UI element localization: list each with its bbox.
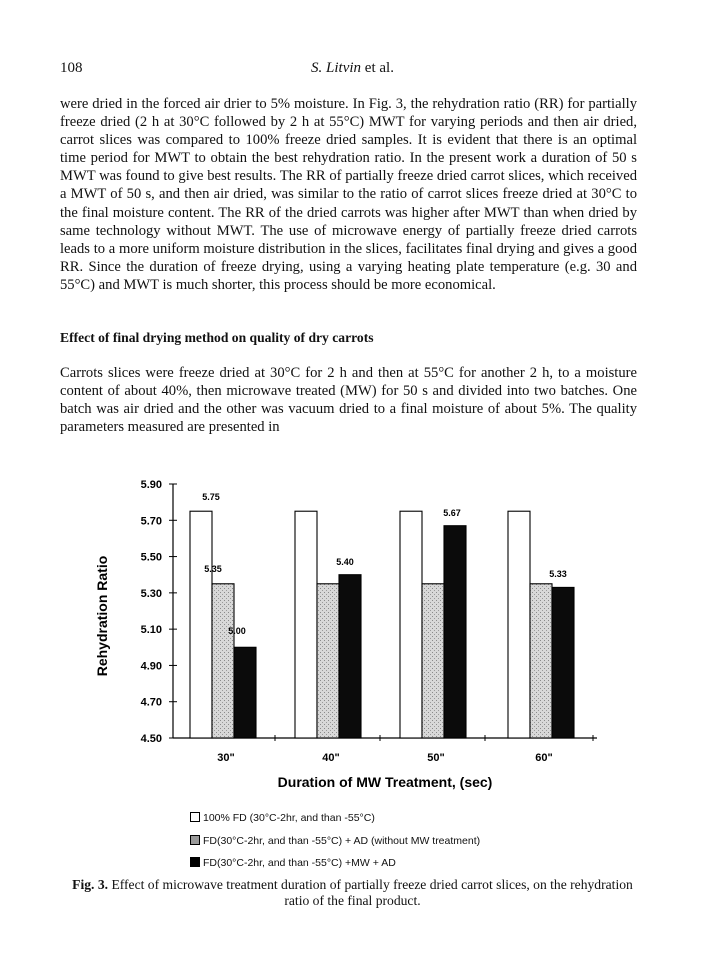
y-tick-label: 4.70 bbox=[140, 696, 162, 709]
bar-fd-ad-0 bbox=[212, 584, 234, 738]
legend-label-3: FD(30°C-2hr, and than -55°C) +MW + AD bbox=[203, 857, 396, 869]
data-label: 5.35 bbox=[204, 564, 222, 574]
x-category-label: 40" bbox=[322, 752, 340, 764]
x-category-label: 50" bbox=[427, 752, 445, 764]
body-paragraph-2: Carrots slices were freeze dried at 30°C for 2 h and then at 55°C for another 2 h, to a moisture content of about 40%, then microwave treated (MW) for 50 s and divided into two batches. One batch was air dried and the other was vacuum dried to a final moisture of about 5%. The quality parameters measured are presented in bbox=[60, 365, 637, 436]
x-category-label: 60" bbox=[535, 752, 553, 764]
section-heading: Effect of final drying method on quality of dry carrots bbox=[60, 330, 374, 345]
legend-swatch-black bbox=[190, 857, 200, 867]
bar-fd100-3 bbox=[508, 511, 530, 738]
y-axis-label: Rehydration Ratio bbox=[94, 555, 110, 677]
y-tick-label: 5.30 bbox=[140, 587, 162, 600]
bar-fd-ad-3 bbox=[530, 584, 552, 738]
y-tick-label: 5.70 bbox=[140, 515, 162, 528]
caption-label: Fig. 3. bbox=[72, 877, 109, 892]
data-label: 5.67 bbox=[443, 508, 461, 518]
page-number: 108 bbox=[60, 60, 83, 76]
bar-fd100-2 bbox=[400, 511, 422, 738]
bar-fd-mw-ad-1 bbox=[339, 575, 361, 738]
legend-label-2: FD(30°C-2hr, and than -55°C) + AD (without MW treatment) bbox=[203, 835, 481, 847]
legend-item-fd-mw-ad bbox=[190, 857, 396, 869]
legend-swatch-white bbox=[190, 812, 200, 822]
legend-item-fd-ad bbox=[190, 835, 480, 847]
y-tick-label: 5.10 bbox=[140, 624, 162, 637]
authors-rest: et al. bbox=[361, 60, 394, 76]
bar-fd-mw-ad-3 bbox=[552, 587, 574, 738]
data-label: 5.33 bbox=[549, 569, 567, 579]
caption-text: Effect of microwave treatment duration of partially freeze dried carrot slices, on the rehydration ratio of the final product. bbox=[108, 877, 633, 908]
body-paragraph-1: were dried in the forced air drier to 5% moisture. In Fig. 3, the rehydration ratio (RR) for partially freeze dried (2 h at 30°C followed by 2 h at 55°C) MWT for varying periods and then air dried, carrot slices was compared to 100% freeze dried samples. It is evident that there is an optimal time period for MWT to obtain the best rehydration ratio. In the present work a duration of 50 s MWT was found to give best results. The RR of partially freeze dried carrot slices, which received a MWT of 50 s, and then air dried, was similar to the ratio of carrot slices freeze dried at 30°C to the final moisture content. The RR of the dried carrots was higher after MWT than when dried by same technology without MWT. The use of microwave energy of partially freeze dried carrots leads to a more uniform moisture distribution in the slices, facilitates final drying and gives a good RR. Since the duration of freeze drying, using a varying heating plate temperature (e.g. 30 and 55°C) and MWT is much shorter, this process should be more economical. bbox=[60, 96, 637, 293]
y-tick-label: 4.50 bbox=[140, 733, 162, 745]
data-label: 5.00 bbox=[228, 626, 246, 636]
bar-fd100-1 bbox=[295, 511, 317, 738]
bar-fd-mw-ad-0 bbox=[234, 647, 256, 738]
legend-label-1: 100% FD (30°C-2hr, and than -55°C) bbox=[203, 812, 375, 824]
x-axis-label: Duration of MW Treatment, (sec) bbox=[277, 774, 493, 790]
data-label: 5.40 bbox=[336, 557, 354, 567]
authors-italic: S. Litvin bbox=[311, 60, 362, 76]
legend-swatch-stipple bbox=[190, 835, 200, 845]
bar-fd-ad-1 bbox=[317, 584, 339, 738]
bar-fd-ad-2 bbox=[422, 584, 444, 738]
data-label: 5.75 bbox=[202, 492, 220, 502]
y-tick-label: 4.90 bbox=[140, 660, 162, 673]
bar-fd-mw-ad-2 bbox=[444, 526, 466, 738]
y-tick-label: 5.50 bbox=[140, 551, 162, 564]
x-category-label: 30" bbox=[217, 752, 235, 764]
bar-fd100-0 bbox=[190, 511, 212, 738]
figure-caption bbox=[60, 877, 645, 909]
y-tick-label: 5.90 bbox=[140, 479, 162, 491]
legend-item-fd100 bbox=[190, 812, 375, 824]
